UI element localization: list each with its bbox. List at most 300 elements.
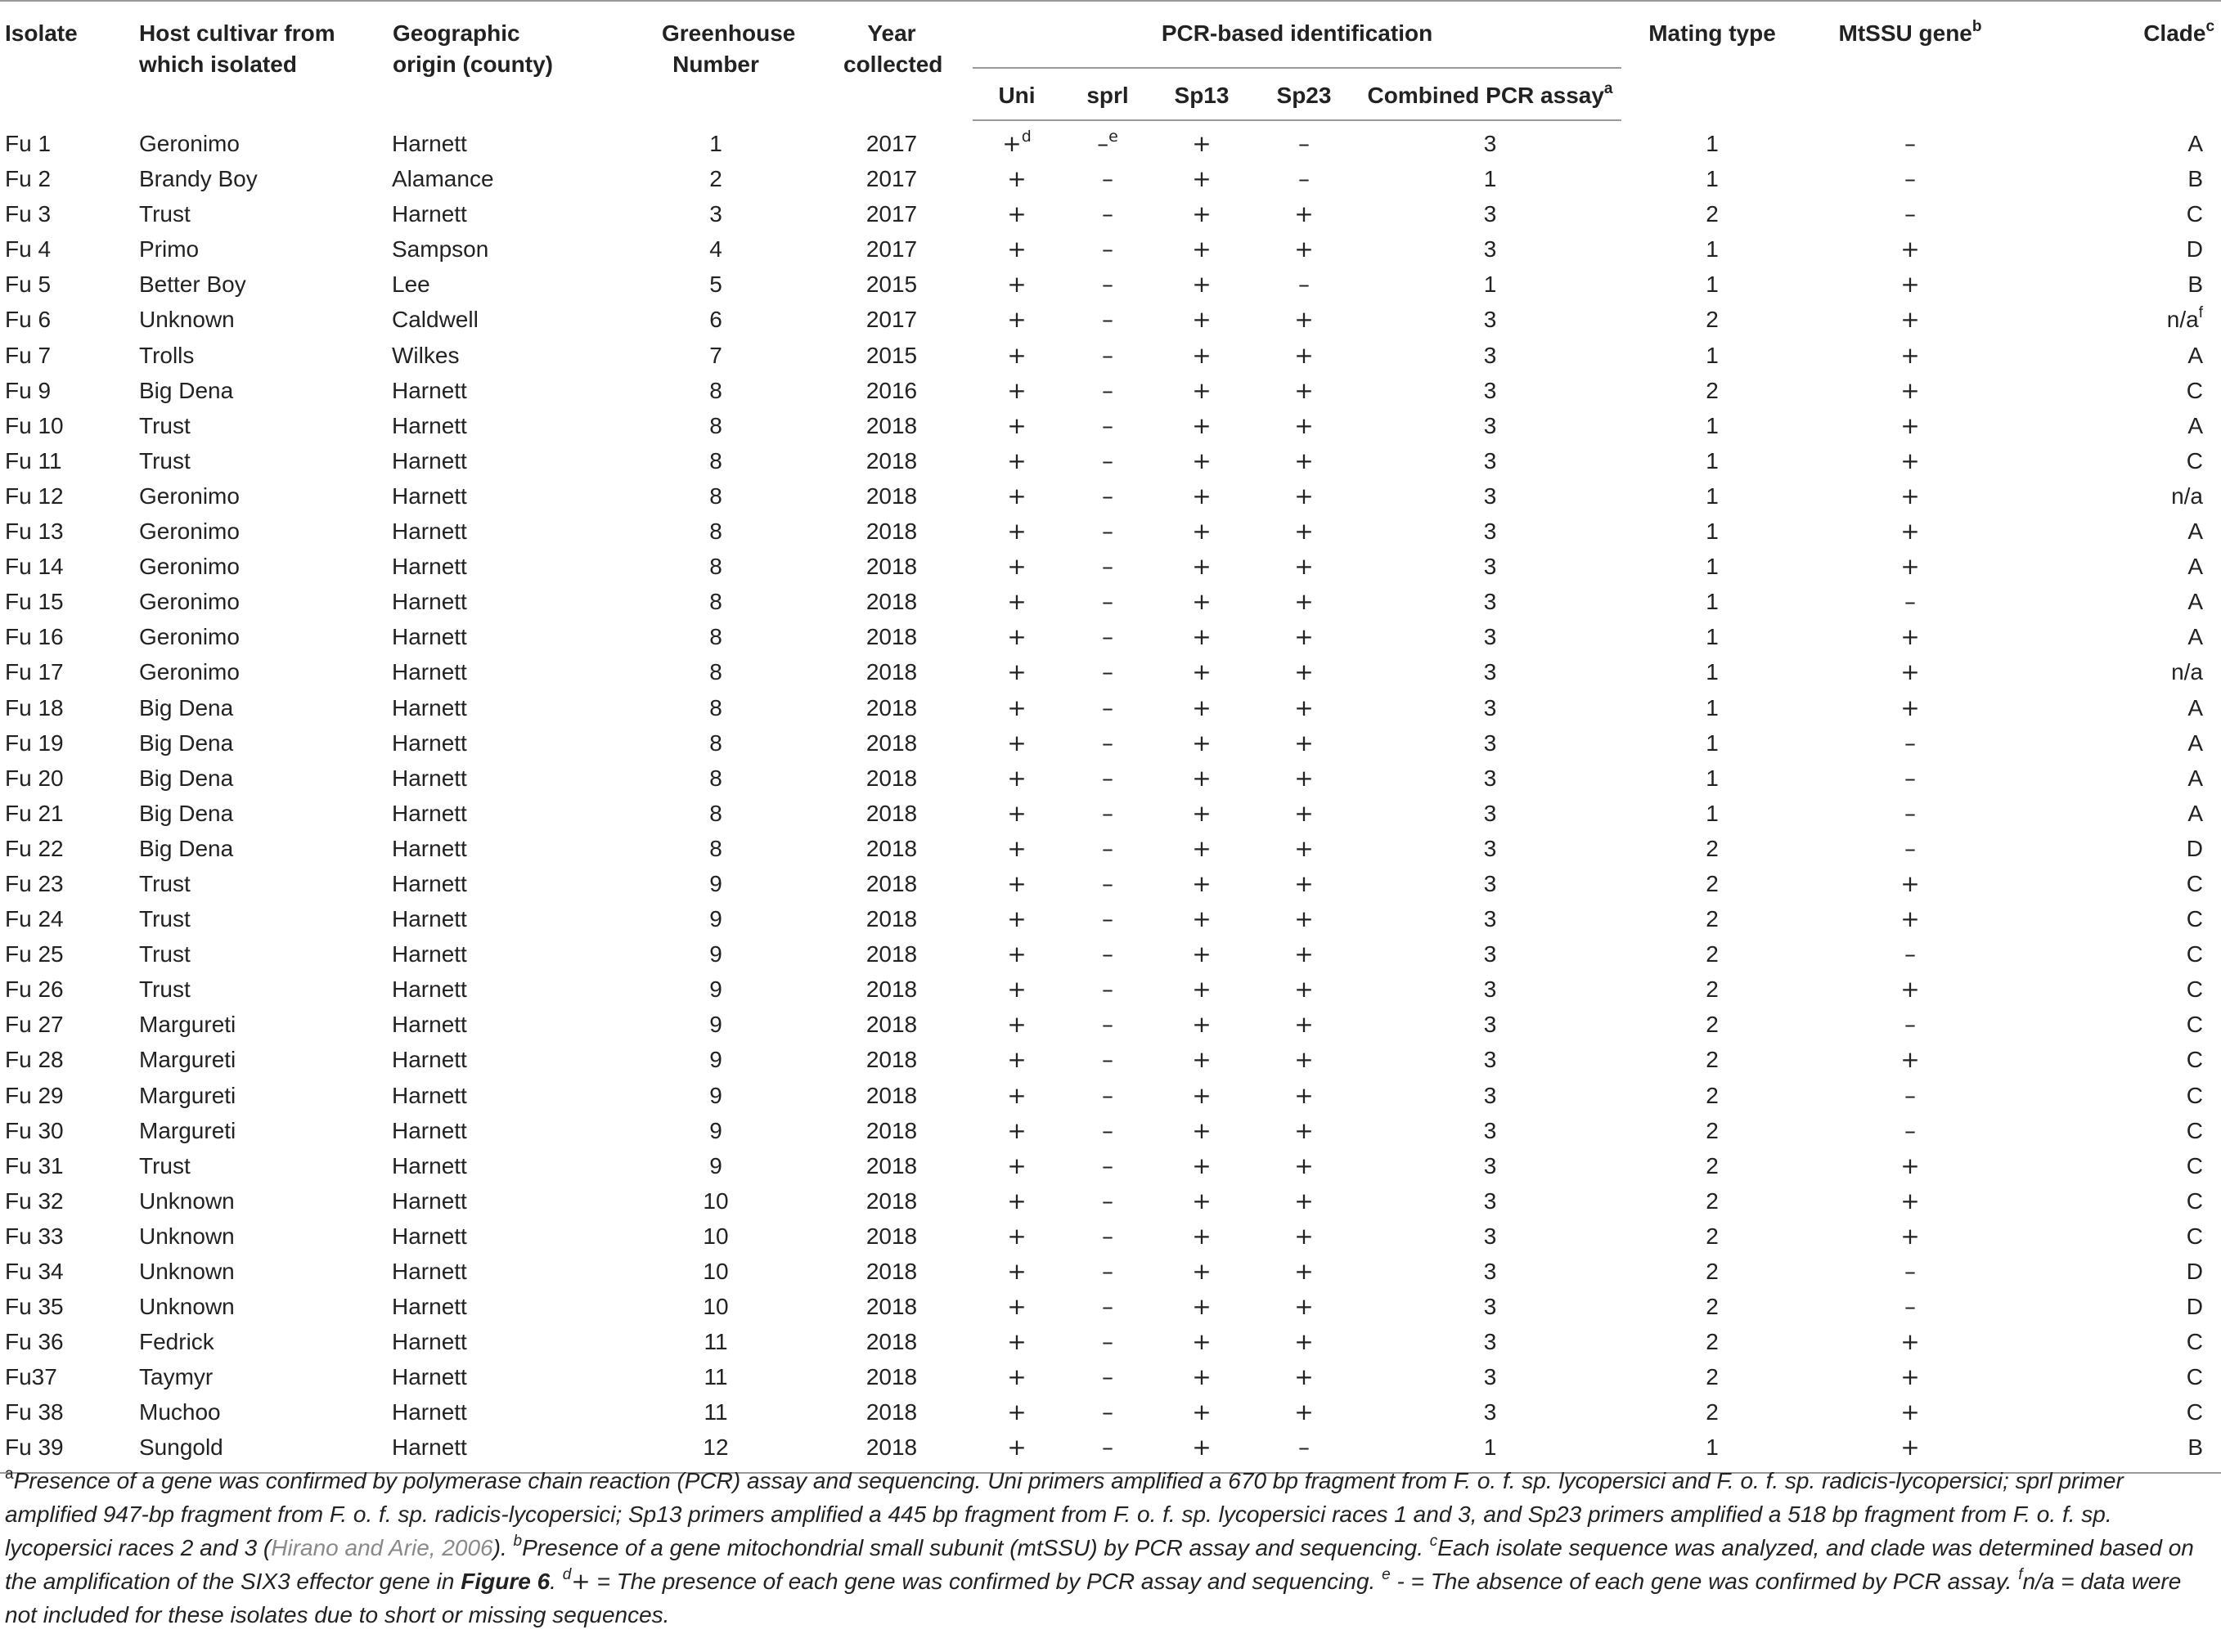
cell-uni — [973, 796, 1061, 831]
cell-combined-pcr — [1359, 972, 1621, 1007]
cell-greenhouse-number-value: 9 — [709, 1012, 722, 1038]
cell-host-cultivar — [136, 1007, 392, 1042]
cell-isolate-value: Fu 13 — [5, 518, 64, 545]
cell-sp13-value: + — [1192, 518, 1212, 545]
cell-mating-type — [1621, 1113, 1803, 1148]
cell-clade-value: C — [2186, 1364, 2204, 1390]
cell-sp13 — [1154, 936, 1249, 972]
table-row — [0, 161, 2221, 196]
cell-year-collected-value: 2018 — [865, 1329, 918, 1355]
cell-mating-type-value: 1 — [1706, 694, 1719, 721]
cell-greenhouse-number — [621, 514, 811, 549]
table-row — [0, 338, 2221, 373]
cell-geographic-origin-value: Harnett — [392, 1082, 467, 1108]
cell-clade-value: B — [2187, 272, 2204, 298]
cell-mtssu-gene-value: – — [1904, 165, 1917, 193]
cell-mtssu-gene-value: – — [1904, 1116, 1917, 1144]
cell-sp23 — [1249, 302, 1359, 337]
cell-sprl — [1061, 936, 1154, 972]
cell-sprl — [1061, 901, 1154, 936]
cell-isolate — [0, 408, 136, 443]
cell-clade-value: A — [2187, 412, 2204, 438]
cell-sp13-value: + — [1192, 1258, 1212, 1285]
table-row — [0, 478, 2221, 514]
cell-host-cultivar-value: Taymyr — [139, 1364, 214, 1390]
cell-greenhouse-number-value: 4 — [709, 236, 722, 263]
header-mating-type: Mating type — [1621, 1, 1803, 120]
cell-mating-type-value: 2 — [1706, 1012, 1719, 1038]
cell-clade-value: C — [2186, 1399, 2204, 1425]
cell-isolate-value: Fu 26 — [5, 976, 64, 1003]
cell-isolate — [0, 1219, 136, 1254]
cell-sp23-value: + — [1294, 411, 1314, 439]
cell-host-cultivar — [136, 1289, 392, 1324]
cell-clade-value: C — [2186, 906, 2204, 932]
header-geographic-origin: Geographic origin (county) — [392, 1, 621, 120]
table-row — [0, 1394, 2221, 1430]
cell-isolate-value: Fu 31 — [5, 1152, 64, 1178]
cell-geographic-origin-value: Harnett — [392, 870, 467, 896]
cell-greenhouse-number-value: 8 — [709, 412, 722, 438]
cell-isolate-value: Fu 29 — [5, 1082, 64, 1108]
table-row — [0, 196, 2221, 231]
cell-sp23 — [1249, 549, 1359, 584]
cell-clade-value: A — [2187, 624, 2204, 650]
cell-geographic-origin-value: Harnett — [392, 1152, 467, 1178]
cell-sp13 — [1154, 231, 1249, 267]
cell-sp23 — [1249, 796, 1359, 831]
cell-mtssu-gene — [1803, 1042, 2017, 1077]
cell-greenhouse-number — [621, 901, 811, 936]
cell-mating-type-value: 1 — [1706, 447, 1719, 474]
cell-geographic-origin — [392, 1254, 621, 1289]
cell-greenhouse-number-value: 8 — [709, 729, 722, 756]
cell-geographic-origin-value: Harnett — [392, 1012, 467, 1038]
cell-mtssu-gene — [1803, 161, 2017, 196]
cell-greenhouse-number-value: 8 — [709, 447, 722, 474]
cell-uni — [973, 1042, 1061, 1077]
cell-isolate — [0, 302, 136, 337]
cell-clade-value: B — [2187, 1434, 2204, 1461]
table-row — [0, 866, 2221, 901]
cell-sprl — [1061, 796, 1154, 831]
cell-host-cultivar-value: Brandy Boy — [139, 166, 258, 192]
cell-sp23 — [1249, 1254, 1359, 1289]
cell-sp13 — [1154, 619, 1249, 654]
cell-greenhouse-number — [621, 619, 811, 654]
cell-sp23-value: + — [1294, 764, 1314, 792]
cell-greenhouse-number — [621, 1113, 811, 1148]
cell-geographic-origin-value: Harnett — [392, 1399, 467, 1425]
cell-sp13-value: + — [1192, 1081, 1212, 1109]
cell-greenhouse-number — [621, 1183, 811, 1219]
cell-mating-type — [1621, 1289, 1803, 1324]
cell-geographic-origin — [392, 690, 621, 725]
cell-combined-pcr-value: 3 — [1483, 906, 1497, 932]
cell-combined-pcr-value: 3 — [1483, 1117, 1497, 1143]
cell-uni-value: + — [1007, 1363, 1027, 1391]
cell-mtssu-gene-value: – — [1904, 799, 1917, 827]
cell-isolate-value: Fu 33 — [5, 1223, 64, 1249]
cell-combined-pcr — [1359, 1254, 1621, 1289]
cell-greenhouse-number-value: 9 — [709, 1082, 722, 1108]
cell-uni-value: + — [1007, 200, 1027, 228]
cell-sprl — [1061, 443, 1154, 478]
cell-sp13-value: + — [1192, 1046, 1212, 1074]
cell-sp23-value: + — [1294, 1258, 1314, 1285]
cell-combined-pcr-value: 3 — [1483, 659, 1497, 685]
cell-sp13-value: + — [1192, 411, 1212, 439]
cell-uni — [973, 619, 1061, 654]
cell-year-collected-value: 2018 — [865, 1364, 918, 1390]
cell-geographic-origin-value: Harnett — [392, 1364, 467, 1390]
footnote-a-text: Presence of a gene was confirmed by polymerase chain reaction (PCR) assay and sequencing. Uni primers amplified a 670 bp fragment from F. o. f. sp. lycopersici and F. o. f. sp. radicis-lycopersici; sprl primer amplified 947-bp fragment from F. o. f. sp. radicis-lycopersici; Sp13 primers amplified a 445 bp fragment from F. o. f. sp. lycopersici races 1 and 3, and Sp23 primers amplified a 518 bp fragment from F. o. f. sp. lycopersici races 2 and 3 ( — [5, 1468, 2124, 1560]
cell-geographic-origin — [392, 443, 621, 478]
cell-mtssu-gene-value: + — [1900, 658, 1920, 686]
cell-year-collected — [811, 443, 973, 478]
cell-sp23-value: + — [1294, 623, 1314, 651]
cell-host-cultivar-value: Trust — [139, 870, 191, 896]
cell-mtssu-gene-value: + — [1900, 1151, 1920, 1179]
cell-sp23-value: + — [1294, 1151, 1314, 1179]
cell-geographic-origin-value: Harnett — [392, 835, 467, 861]
cell-combined-pcr — [1359, 267, 1621, 302]
cell-combined-pcr — [1359, 549, 1621, 584]
cell-clade-value: A — [2187, 694, 2204, 721]
cell-sp23 — [1249, 1078, 1359, 1113]
cell-combined-pcr — [1359, 1078, 1621, 1113]
cell-host-cultivar-value: Unknown — [139, 307, 235, 333]
cell-mtssu-gene-value: – — [1904, 1081, 1917, 1109]
cell-uni-value: + — [1007, 799, 1027, 827]
cell-mtssu-gene — [1803, 761, 2017, 796]
cell-sp13-value: + — [1192, 341, 1212, 369]
cell-mtssu-gene-value: – — [1904, 588, 1917, 616]
cell-year-collected — [811, 761, 973, 796]
cell-uni — [973, 161, 1061, 196]
cell-sprl — [1061, 1359, 1154, 1394]
cell-greenhouse-number-value: 9 — [709, 1117, 722, 1143]
cell-mating-type — [1621, 196, 1803, 231]
cell-isolate-value: Fu 4 — [5, 236, 52, 263]
cell-isolate — [0, 267, 136, 302]
cell-year-collected — [811, 373, 973, 408]
cell-uni-value: + — [1007, 1046, 1027, 1074]
cell-sprl — [1061, 1219, 1154, 1254]
cell-geographic-origin — [392, 1289, 621, 1324]
header-mtssu-label: MtSSU gene — [1838, 20, 1972, 46]
cell-sp13 — [1154, 549, 1249, 584]
cell-sp13-value: + — [1192, 1187, 1212, 1214]
cell-geographic-origin-value: Harnett — [392, 694, 467, 721]
cell-clade — [2017, 373, 2221, 408]
cell-sp13 — [1154, 302, 1249, 337]
cell-host-cultivar-value: Trust — [139, 906, 191, 932]
cell-host-cultivar — [136, 972, 392, 1007]
cell-geographic-origin-value: Harnett — [392, 976, 467, 1003]
cell-isolate-value: Fu 23 — [5, 870, 64, 896]
table-row — [0, 1007, 2221, 1042]
footnote-b-text: Presence of a gene mitochondrial small subunit (mtSSU) by PCR assay and sequencing. — [522, 1535, 1423, 1560]
cell-year-collected — [811, 1042, 973, 1077]
cell-mating-type-value: 2 — [1706, 1117, 1719, 1143]
figure-link[interactable]: Figure 6 — [461, 1569, 551, 1594]
table-row — [0, 936, 2221, 972]
cell-uni — [973, 1219, 1061, 1254]
cell-uni-value: + — [1007, 236, 1027, 263]
cell-sp23-value: + — [1294, 482, 1314, 510]
cell-combined-pcr — [1359, 1359, 1621, 1394]
header-uni: Uni — [973, 68, 1061, 120]
table-row — [0, 1289, 2221, 1324]
cell-sprl-value: – — [1102, 1398, 1113, 1426]
cell-mtssu-gene — [1803, 1113, 2017, 1148]
cell-uni-value: + — [1007, 976, 1027, 1003]
cell-mtssu-gene — [1803, 1078, 2017, 1113]
cell-sprl — [1061, 478, 1154, 514]
cell-sprl — [1061, 1113, 1154, 1148]
cell-isolate-value: Fu37 — [5, 1364, 57, 1390]
cell-geographic-origin — [392, 725, 621, 761]
cell-sp13 — [1154, 584, 1249, 619]
cell-uni-value: + — [1007, 447, 1027, 474]
cell-sp13 — [1154, 761, 1249, 796]
cell-mating-type-value: 2 — [1706, 906, 1719, 932]
cell-sp13-value: + — [1192, 694, 1212, 721]
table-row — [0, 796, 2221, 831]
cell-isolate — [0, 796, 136, 831]
cell-mtssu-gene-value: – — [1904, 940, 1917, 968]
cell-year-collected-value: 2017 — [865, 130, 918, 156]
cell-mating-type — [1621, 901, 1803, 936]
cell-host-cultivar — [136, 120, 392, 161]
cell-mating-type — [1621, 725, 1803, 761]
cell-sp23 — [1249, 654, 1359, 689]
cell-geographic-origin-value: Harnett — [392, 130, 467, 156]
cell-geographic-origin — [392, 478, 621, 514]
cell-host-cultivar-value: Unknown — [139, 1223, 235, 1249]
cell-geographic-origin — [392, 1148, 621, 1183]
cell-mtssu-gene — [1803, 231, 2017, 267]
cell-mating-type-value: 1 — [1706, 589, 1719, 615]
cell-sp23-value: + — [1294, 306, 1314, 334]
cell-host-cultivar-value: Trust — [139, 1152, 191, 1178]
cell-host-cultivar — [136, 549, 392, 584]
cell-clade-value: D — [2186, 236, 2204, 263]
cell-mtssu-gene-value: – — [1904, 200, 1917, 228]
cell-combined-pcr-value: 3 — [1483, 307, 1497, 333]
cell-sprl-value: – — [1102, 623, 1113, 651]
cell-geographic-origin — [392, 831, 621, 866]
cell-host-cultivar — [136, 1042, 392, 1077]
cell-mtssu-gene-value: + — [1900, 1046, 1920, 1074]
cell-year-collected-value: 2016 — [865, 377, 918, 403]
cell-geographic-origin — [392, 866, 621, 901]
cell-clade — [2017, 120, 2221, 161]
cell-isolate — [0, 514, 136, 549]
cell-sp23-value: + — [1294, 1081, 1314, 1109]
cell-clade — [2017, 866, 2221, 901]
cell-year-collected-value: 2018 — [865, 765, 918, 791]
cell-year-collected — [811, 267, 973, 302]
cell-geographic-origin-value: Harnett — [392, 1117, 467, 1143]
cell-clade-value: C — [2186, 941, 2204, 967]
cell-host-cultivar — [136, 1078, 392, 1113]
cell-host-cultivar — [136, 1394, 392, 1430]
cell-sp13 — [1154, 901, 1249, 936]
footnote-a-end: ). — [492, 1535, 507, 1560]
cell-sprl-value: – — [1102, 271, 1113, 299]
footnote-mark: f — [2198, 304, 2204, 322]
cell-year-collected — [811, 831, 973, 866]
cell-uni — [973, 1113, 1061, 1148]
cell-sprl — [1061, 231, 1154, 267]
cell-clade-value: A — [2187, 130, 2204, 156]
cell-clade-value: C — [2186, 1012, 2204, 1038]
cell-uni-value: + — [1007, 1293, 1027, 1321]
cell-greenhouse-number — [621, 478, 811, 514]
cell-combined-pcr-value: 3 — [1483, 976, 1497, 1003]
cell-greenhouse-number — [621, 231, 811, 267]
cell-sp23 — [1249, 120, 1359, 161]
cell-isolate — [0, 1324, 136, 1359]
cell-isolate — [0, 120, 136, 161]
cell-mtssu-gene-value: + — [1900, 905, 1920, 933]
cell-host-cultivar — [136, 161, 392, 196]
citation-link[interactable]: Hirano and Arie, 2006 — [271, 1535, 493, 1560]
cell-mtssu-gene — [1803, 725, 2017, 761]
cell-isolate-value: Fu 22 — [5, 835, 64, 861]
cell-mtssu-gene-value: + — [1900, 236, 1920, 263]
cell-sp23-value: + — [1294, 976, 1314, 1003]
cell-combined-pcr — [1359, 584, 1621, 619]
cell-geographic-origin-value: Harnett — [392, 589, 467, 615]
cell-sp23 — [1249, 831, 1359, 866]
cell-uni — [973, 1359, 1061, 1394]
cell-uni — [973, 1148, 1061, 1183]
cell-year-collected-value: 2018 — [865, 1294, 918, 1320]
cell-sp13 — [1154, 267, 1249, 302]
cell-isolate — [0, 1148, 136, 1183]
cell-host-cultivar-value: Big Dena — [139, 835, 234, 861]
cell-clade-value: C — [2186, 201, 2204, 227]
cell-sp13-value: + — [1192, 376, 1212, 404]
cell-clade-value: A — [2187, 800, 2204, 826]
cell-mtssu-gene — [1803, 196, 2017, 231]
cell-greenhouse-number-value: 7 — [709, 342, 722, 368]
cell-year-collected-value: 2018 — [865, 624, 918, 650]
cell-greenhouse-number — [621, 443, 811, 478]
cell-uni — [973, 1324, 1061, 1359]
cell-sp23-value: + — [1294, 1011, 1314, 1039]
cell-host-cultivar-value: Margureti — [139, 1082, 236, 1108]
cell-host-cultivar — [136, 654, 392, 689]
cell-host-cultivar — [136, 1324, 392, 1359]
cell-host-cultivar-value: Trust — [139, 412, 191, 438]
cell-combined-pcr — [1359, 120, 1621, 161]
cell-year-collected — [811, 584, 973, 619]
cell-host-cultivar — [136, 796, 392, 831]
cell-sp23 — [1249, 1148, 1359, 1183]
cell-sp23-value: + — [1294, 834, 1314, 862]
table-row — [0, 619, 2221, 654]
cell-sprl-value: – — [1102, 1222, 1113, 1250]
cell-geographic-origin-value: Harnett — [392, 412, 467, 438]
cell-sp13 — [1154, 1289, 1249, 1324]
cell-geographic-origin — [392, 1394, 621, 1430]
cell-sp13 — [1154, 120, 1249, 161]
table-row — [0, 267, 2221, 302]
cell-sp23 — [1249, 161, 1359, 196]
cell-host-cultivar-value: Geronimo — [139, 589, 240, 615]
cell-combined-pcr — [1359, 1183, 1621, 1219]
cell-clade — [2017, 1042, 2221, 1077]
cell-sp23 — [1249, 1113, 1359, 1148]
cell-uni-value: + — [1007, 905, 1027, 933]
cell-greenhouse-number — [621, 1042, 811, 1077]
cell-combined-pcr-value: 3 — [1483, 941, 1497, 967]
cell-greenhouse-number-value: 1 — [709, 130, 722, 156]
cell-mating-type — [1621, 267, 1803, 302]
cell-sp13-value: + — [1192, 200, 1212, 228]
cell-isolate-value: Fu 32 — [5, 1187, 64, 1214]
cell-combined-pcr-value: 3 — [1483, 1329, 1497, 1355]
cell-year-collected — [811, 338, 973, 373]
cell-greenhouse-number — [621, 1254, 811, 1289]
cell-isolate-value: Fu 34 — [5, 1259, 64, 1284]
cell-isolate-value: Fu 38 — [5, 1399, 64, 1425]
table-row — [0, 1113, 2221, 1148]
cell-sprl — [1061, 408, 1154, 443]
cell-greenhouse-number-value: 9 — [709, 870, 722, 896]
cell-isolate-value: Fu 21 — [5, 800, 64, 826]
cell-year-collected — [811, 161, 973, 196]
cell-sprl-value: – — [1102, 694, 1113, 721]
cell-year-collected-value: 2018 — [865, 659, 918, 685]
table-row — [0, 831, 2221, 866]
cell-combined-pcr — [1359, 1324, 1621, 1359]
cell-year-collected — [811, 725, 973, 761]
cell-greenhouse-number-value: 8 — [709, 554, 722, 580]
table-row — [0, 654, 2221, 689]
cell-year-collected — [811, 936, 973, 972]
cell-host-cultivar-value: Trust — [139, 201, 191, 227]
cell-greenhouse-number — [621, 654, 811, 689]
table-row — [0, 1219, 2221, 1254]
cell-isolate — [0, 1183, 136, 1219]
cell-geographic-origin-value: Harnett — [392, 624, 467, 650]
cell-year-collected-value: 2018 — [865, 1187, 918, 1214]
cell-uni-value: + — [1007, 588, 1027, 616]
cell-mating-type — [1621, 584, 1803, 619]
cell-isolate-value: Fu 6 — [5, 307, 52, 333]
cell-sprl-value: – — [1102, 482, 1113, 510]
cell-greenhouse-number — [621, 196, 811, 231]
cell-geographic-origin — [392, 972, 621, 1007]
cell-clade-value: C — [2186, 1329, 2204, 1355]
cell-isolate — [0, 549, 136, 584]
cell-sprl — [1061, 1148, 1154, 1183]
cell-sprl — [1061, 761, 1154, 796]
cell-clade-value: C — [2186, 976, 2204, 1003]
cell-year-collected-value: 2018 — [865, 1152, 918, 1178]
cell-host-cultivar-value: Sungold — [139, 1434, 223, 1461]
cell-sp23 — [1249, 443, 1359, 478]
cell-host-cultivar-value: Geronimo — [139, 518, 240, 545]
cell-isolate-value: Fu 15 — [5, 589, 64, 615]
cell-sprl — [1061, 866, 1154, 901]
cell-combined-pcr-value: 3 — [1483, 483, 1497, 509]
